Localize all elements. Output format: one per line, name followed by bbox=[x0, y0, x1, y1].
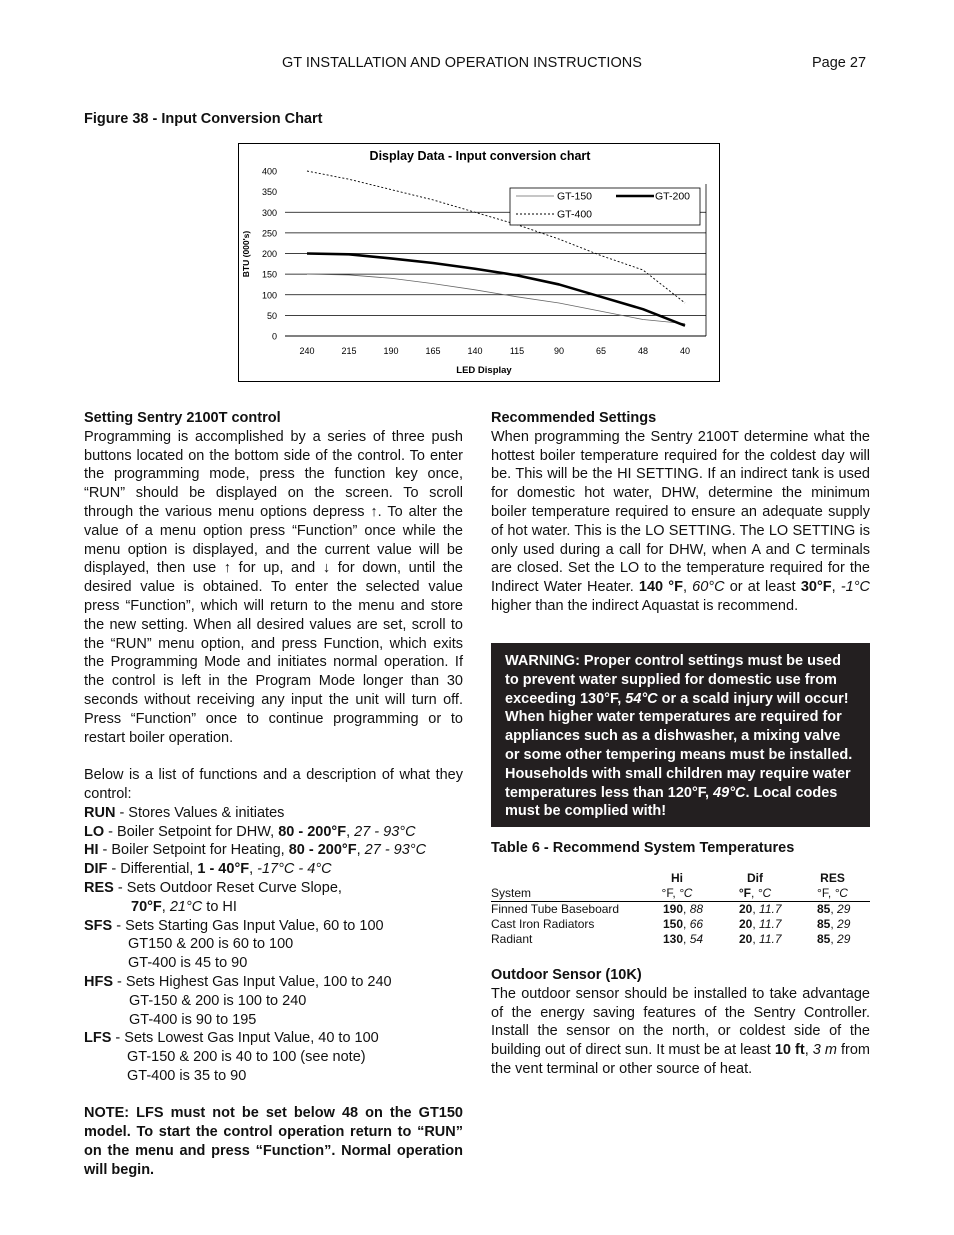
function-range-c: 27 - 93°C bbox=[364, 842, 427, 859]
sep: , bbox=[682, 579, 693, 596]
x-tick-label: 240 bbox=[299, 346, 315, 356]
function-code: LFS bbox=[84, 1030, 112, 1047]
left-column bbox=[84, 409, 463, 1180]
header-res: RES bbox=[820, 871, 845, 885]
cell-c: 54 bbox=[689, 932, 704, 946]
cell-f: 20 bbox=[739, 932, 753, 946]
unit-sep: , bbox=[827, 886, 835, 900]
function-dif bbox=[84, 860, 463, 879]
function-sfs-line3: GT-400 is 45 to 90 bbox=[128, 955, 248, 972]
series-line-gt-200 bbox=[307, 254, 685, 326]
unit-c: °C bbox=[679, 886, 693, 900]
y-tick-label: 250 bbox=[261, 228, 277, 239]
table-row bbox=[491, 902, 870, 918]
function-sep: , bbox=[161, 898, 170, 915]
chart-svg bbox=[239, 144, 719, 381]
function-code: RUN bbox=[84, 804, 116, 821]
function-text: - Sets Highest Gas Input Value, 100 to 240 bbox=[113, 973, 392, 990]
cell-f: 20 bbox=[739, 917, 753, 931]
sep: , bbox=[804, 1042, 813, 1059]
unit-c: °C bbox=[757, 886, 772, 900]
x-tick-label: 48 bbox=[637, 346, 649, 356]
function-lo bbox=[84, 823, 463, 842]
function-text: - Boiler Setpoint for Heating, bbox=[98, 842, 289, 859]
function-code: HI bbox=[84, 842, 99, 859]
y-tick-label: 400 bbox=[261, 166, 277, 177]
figure-caption: Figure 38 - Input Conversion Chart bbox=[84, 111, 323, 127]
function-sfs-line2: GT150 & 200 is 60 to 100 bbox=[128, 936, 294, 953]
sensor-distance-ft: 10 ft bbox=[774, 1042, 805, 1059]
function-code: LO bbox=[84, 823, 105, 840]
function-lfs bbox=[84, 1029, 463, 1048]
function-code: DIF bbox=[84, 861, 108, 878]
legend-label: GT-200 bbox=[655, 190, 691, 203]
temp-f-2: 30°F bbox=[800, 579, 832, 596]
warning-text-a: WARNING: Proper control settings must be used to prevent water supplied for domestic use from exceeding 130°F, bbox=[505, 653, 841, 707]
function-lfs-line3: GT-400 is 35 to 90 bbox=[127, 1067, 247, 1084]
unit-dif bbox=[715, 886, 795, 902]
system-temperature-table bbox=[491, 871, 870, 947]
function-text: - Sets Starting Gas Input Value, 60 to 100 bbox=[112, 917, 384, 934]
y-tick-label: 150 bbox=[261, 269, 277, 280]
function-sep: , bbox=[346, 823, 355, 840]
header-hi: Hi bbox=[671, 871, 683, 885]
recommended-paragraph bbox=[491, 428, 870, 616]
text-tail: higher than the indirect Aquastat is recommend. bbox=[491, 597, 799, 614]
warning-temp-c-2: 49°C bbox=[713, 784, 746, 801]
cell-dif: 20, 11.7 bbox=[739, 932, 782, 946]
cell-res: 85, 29 bbox=[817, 917, 851, 931]
function-code: RES bbox=[84, 879, 114, 896]
cell-c: 66 bbox=[689, 917, 704, 931]
outdoor-sensor-section bbox=[491, 966, 870, 1079]
y-tick-label: 300 bbox=[261, 207, 277, 218]
unit-f: °F bbox=[661, 886, 673, 900]
function-sfs bbox=[84, 917, 463, 936]
function-res-line2 bbox=[84, 898, 463, 917]
cell-system: Radiant bbox=[491, 932, 533, 946]
cell-c: 29 bbox=[837, 917, 851, 931]
x-tick-label: 90 bbox=[553, 346, 565, 356]
spacer bbox=[84, 1086, 463, 1105]
cell-c: 11.7 bbox=[759, 917, 782, 931]
cell-c: 29 bbox=[837, 902, 851, 916]
cell-res: 85, 29 bbox=[817, 902, 851, 916]
y-tick-label: 50 bbox=[266, 310, 277, 321]
cell-hi: 130, 54 bbox=[663, 932, 704, 946]
unit-res bbox=[795, 886, 870, 902]
chart-title: Display Data - Input conversion chart bbox=[369, 149, 591, 163]
function-range-c: 27 - 93°C bbox=[354, 823, 416, 840]
unit-sep: , bbox=[751, 886, 758, 900]
function-hfs-line3: GT-400 is 90 to 195 bbox=[129, 1011, 257, 1028]
y-tick-label: 0 bbox=[271, 331, 277, 342]
cell-c: 29 bbox=[837, 932, 851, 946]
cell-c: 11.7 bbox=[759, 902, 782, 916]
temp-f-1: 140 °F bbox=[638, 579, 683, 596]
function-range-c: 21°C bbox=[169, 898, 203, 915]
cell-f: 190 bbox=[663, 902, 684, 916]
sep: , bbox=[831, 579, 841, 596]
section-heading-sentry: Setting Sentry 2100T control bbox=[84, 410, 281, 426]
function-hfs-line2: GT-150 & 200 is 100 to 240 bbox=[129, 992, 307, 1009]
table-unit-row bbox=[491, 886, 870, 902]
programming-paragraph: Programming is accomplished by a series of three push buttons located on the bottom side of the control. To enter the programming mode, press the function key once, “RUN” should be displayed on the screen. To scroll through the various menu options depress ↑. To alter the value of a menu option press “Function” once while the menu option is displayed, and the current value will be displayed, then use ↑ for up, and ↓ for down, until the desired value is obtained. To enter the selected value press “Function”, which will return to the menu and store the new setting. When all desired values are set, scroll to the “RUN” menu option, and press Function, which exits the Programming Mode and initiates normal operation. If the control is left in the Program Mode longer than 30 seconds without receiving any input the unit will turn off. Press “Function” once to continue programming or to restart boiler operation. bbox=[84, 428, 463, 746]
y-tick-label: 100 bbox=[261, 290, 277, 301]
header-dif: Dif bbox=[747, 871, 763, 885]
cell-f: 150 bbox=[663, 917, 684, 931]
x-tick-label: 115 bbox=[509, 346, 525, 356]
cell-system: Finned Tube Baseboard bbox=[491, 902, 620, 916]
temp-c-2: -1°C bbox=[840, 579, 870, 596]
y-axis-label: BTU (000's) bbox=[241, 230, 251, 278]
section-heading-sensor: Outdoor Sensor (10K) bbox=[491, 967, 642, 983]
cell-dif: 20, 11.7 bbox=[739, 902, 782, 916]
function-lfs-line2: GT-150 & 200 is 40 to 100 (see note) bbox=[127, 1049, 366, 1066]
x-tick-label: 65 bbox=[595, 346, 607, 356]
legend-label: GT-400 bbox=[557, 208, 593, 221]
sensor-tail: from the vent terminal or other source of heat. bbox=[491, 1042, 870, 1077]
function-run bbox=[84, 804, 463, 823]
cell-hi: 190, 88 bbox=[663, 902, 704, 916]
function-sep: , bbox=[356, 842, 365, 859]
function-text: - Stores Values & initiates bbox=[115, 804, 285, 821]
function-res bbox=[84, 879, 463, 898]
x-tick-label: 190 bbox=[383, 346, 399, 356]
table-caption: Table 6 - Recommend System Temperatures bbox=[491, 840, 795, 856]
page-number: Page 27 bbox=[812, 55, 867, 71]
function-text: - Boiler Setpoint for DHW, bbox=[104, 823, 279, 840]
document-title: GT INSTALLATION AND OPERATION INSTRUCTIONS bbox=[282, 55, 642, 71]
sensor-distance-m: 3 m bbox=[812, 1042, 837, 1059]
header-system: System bbox=[491, 886, 639, 902]
table-row bbox=[491, 932, 870, 947]
function-text: - Sets Lowest Gas Input Value, 40 to 100 bbox=[111, 1030, 379, 1047]
function-hi bbox=[84, 841, 463, 860]
function-tail: to HI bbox=[202, 898, 237, 915]
functions-intro: Below is a list of functions and a description of what they control: bbox=[84, 767, 463, 802]
cell-system: Cast Iron Radiators bbox=[491, 917, 595, 931]
function-text: - Sets Outdoor Reset Curve Slope, bbox=[113, 879, 342, 896]
table-header-row bbox=[491, 871, 870, 886]
unit-hi bbox=[639, 886, 715, 902]
cell-c: 88 bbox=[689, 902, 704, 916]
cell-f: 130 bbox=[663, 932, 684, 946]
x-tick-label: 140 bbox=[467, 346, 483, 356]
cell-f: 20 bbox=[739, 902, 753, 916]
cell-res: 85, 29 bbox=[817, 932, 851, 946]
unit-f: °F bbox=[817, 886, 828, 900]
y-tick-label: 200 bbox=[261, 249, 277, 259]
function-text: - Differential, bbox=[107, 861, 198, 878]
x-axis-label: LED Display bbox=[456, 365, 512, 376]
table-row bbox=[491, 917, 870, 932]
spacer bbox=[84, 747, 463, 766]
cell-hi: 150, 66 bbox=[663, 917, 704, 931]
series-line-gt-150 bbox=[307, 274, 685, 324]
warning-box bbox=[491, 643, 870, 827]
input-conversion-chart bbox=[238, 143, 720, 382]
unit-c: °C bbox=[834, 886, 848, 900]
warning-text-b: or a scald injury will occur! When higher water temperatures are required for appliances such as a dishwasher, a mixing valve or some other tempering means must be installed. Households with small children may require water temperatures less than 120°F, bbox=[505, 690, 853, 801]
sensor-text: The outdoor sensor should be installed to take advantage of the energy saving features of the Sentry Controller. Install the sensor on the north, or coldest side of the building out of direct sun. It must be at least bbox=[491, 985, 870, 1059]
function-code: SFS bbox=[84, 917, 113, 934]
function-range-f: 70°F bbox=[131, 898, 162, 915]
unit-sep: , bbox=[672, 886, 679, 900]
recommended-text: When programming the Sentry 2100T determine what the hottest boiler temperature required for the coldest day will be. This will be the HI SETTING. If an indirect tank is used for domestic hot water, DHW, determine the minimum boiler temperature required to ensure an adequate supply of hot water. This is the LO SETTING. The LO SETTING is only used during a call for DHW, when A and C terminals are closed. Set the LO to the temperature required for the Indirect Water Heater. bbox=[491, 428, 870, 596]
text-mid: or at least bbox=[724, 579, 801, 596]
function-sep: , bbox=[249, 861, 258, 878]
x-tick-label: 165 bbox=[425, 346, 441, 356]
function-range-f: 1 - 40°F bbox=[197, 861, 250, 878]
cell-f: 85 bbox=[817, 917, 831, 931]
function-code: HFS bbox=[84, 973, 113, 990]
header-empty bbox=[491, 871, 639, 886]
unit-f: °F bbox=[738, 886, 751, 900]
lfs-note: NOTE: LFS must not be set below 48 on the GT150 model. To start the control operation return to “RUN” on the menu and press “Function”. Normal operation will begin. bbox=[84, 1105, 463, 1178]
y-tick-label: 350 bbox=[261, 187, 277, 198]
temp-c-1: 60°C bbox=[692, 579, 725, 596]
warning-temp-c-1: 54°C bbox=[625, 690, 658, 707]
legend-label: GT-150 bbox=[557, 190, 593, 203]
x-tick-label: 40 bbox=[679, 346, 691, 356]
cell-c: 11.7 bbox=[759, 932, 782, 946]
function-range-c: -17°C - 4°C bbox=[257, 861, 332, 878]
function-hfs bbox=[84, 973, 463, 992]
section-heading-recommended: Recommended Settings bbox=[491, 410, 657, 426]
cell-dif: 20, 11.7 bbox=[739, 917, 782, 931]
cell-f: 85 bbox=[817, 932, 831, 946]
function-range-f: 80 - 200°F bbox=[288, 842, 357, 859]
x-tick-label: 215 bbox=[341, 346, 357, 356]
right-column bbox=[491, 409, 870, 616]
sensor-paragraph bbox=[491, 985, 870, 1079]
cell-f: 85 bbox=[817, 902, 831, 916]
function-range-f: 80 - 200°F bbox=[278, 823, 347, 840]
warning-text-c: . Local codes must be complied with! bbox=[505, 784, 838, 820]
